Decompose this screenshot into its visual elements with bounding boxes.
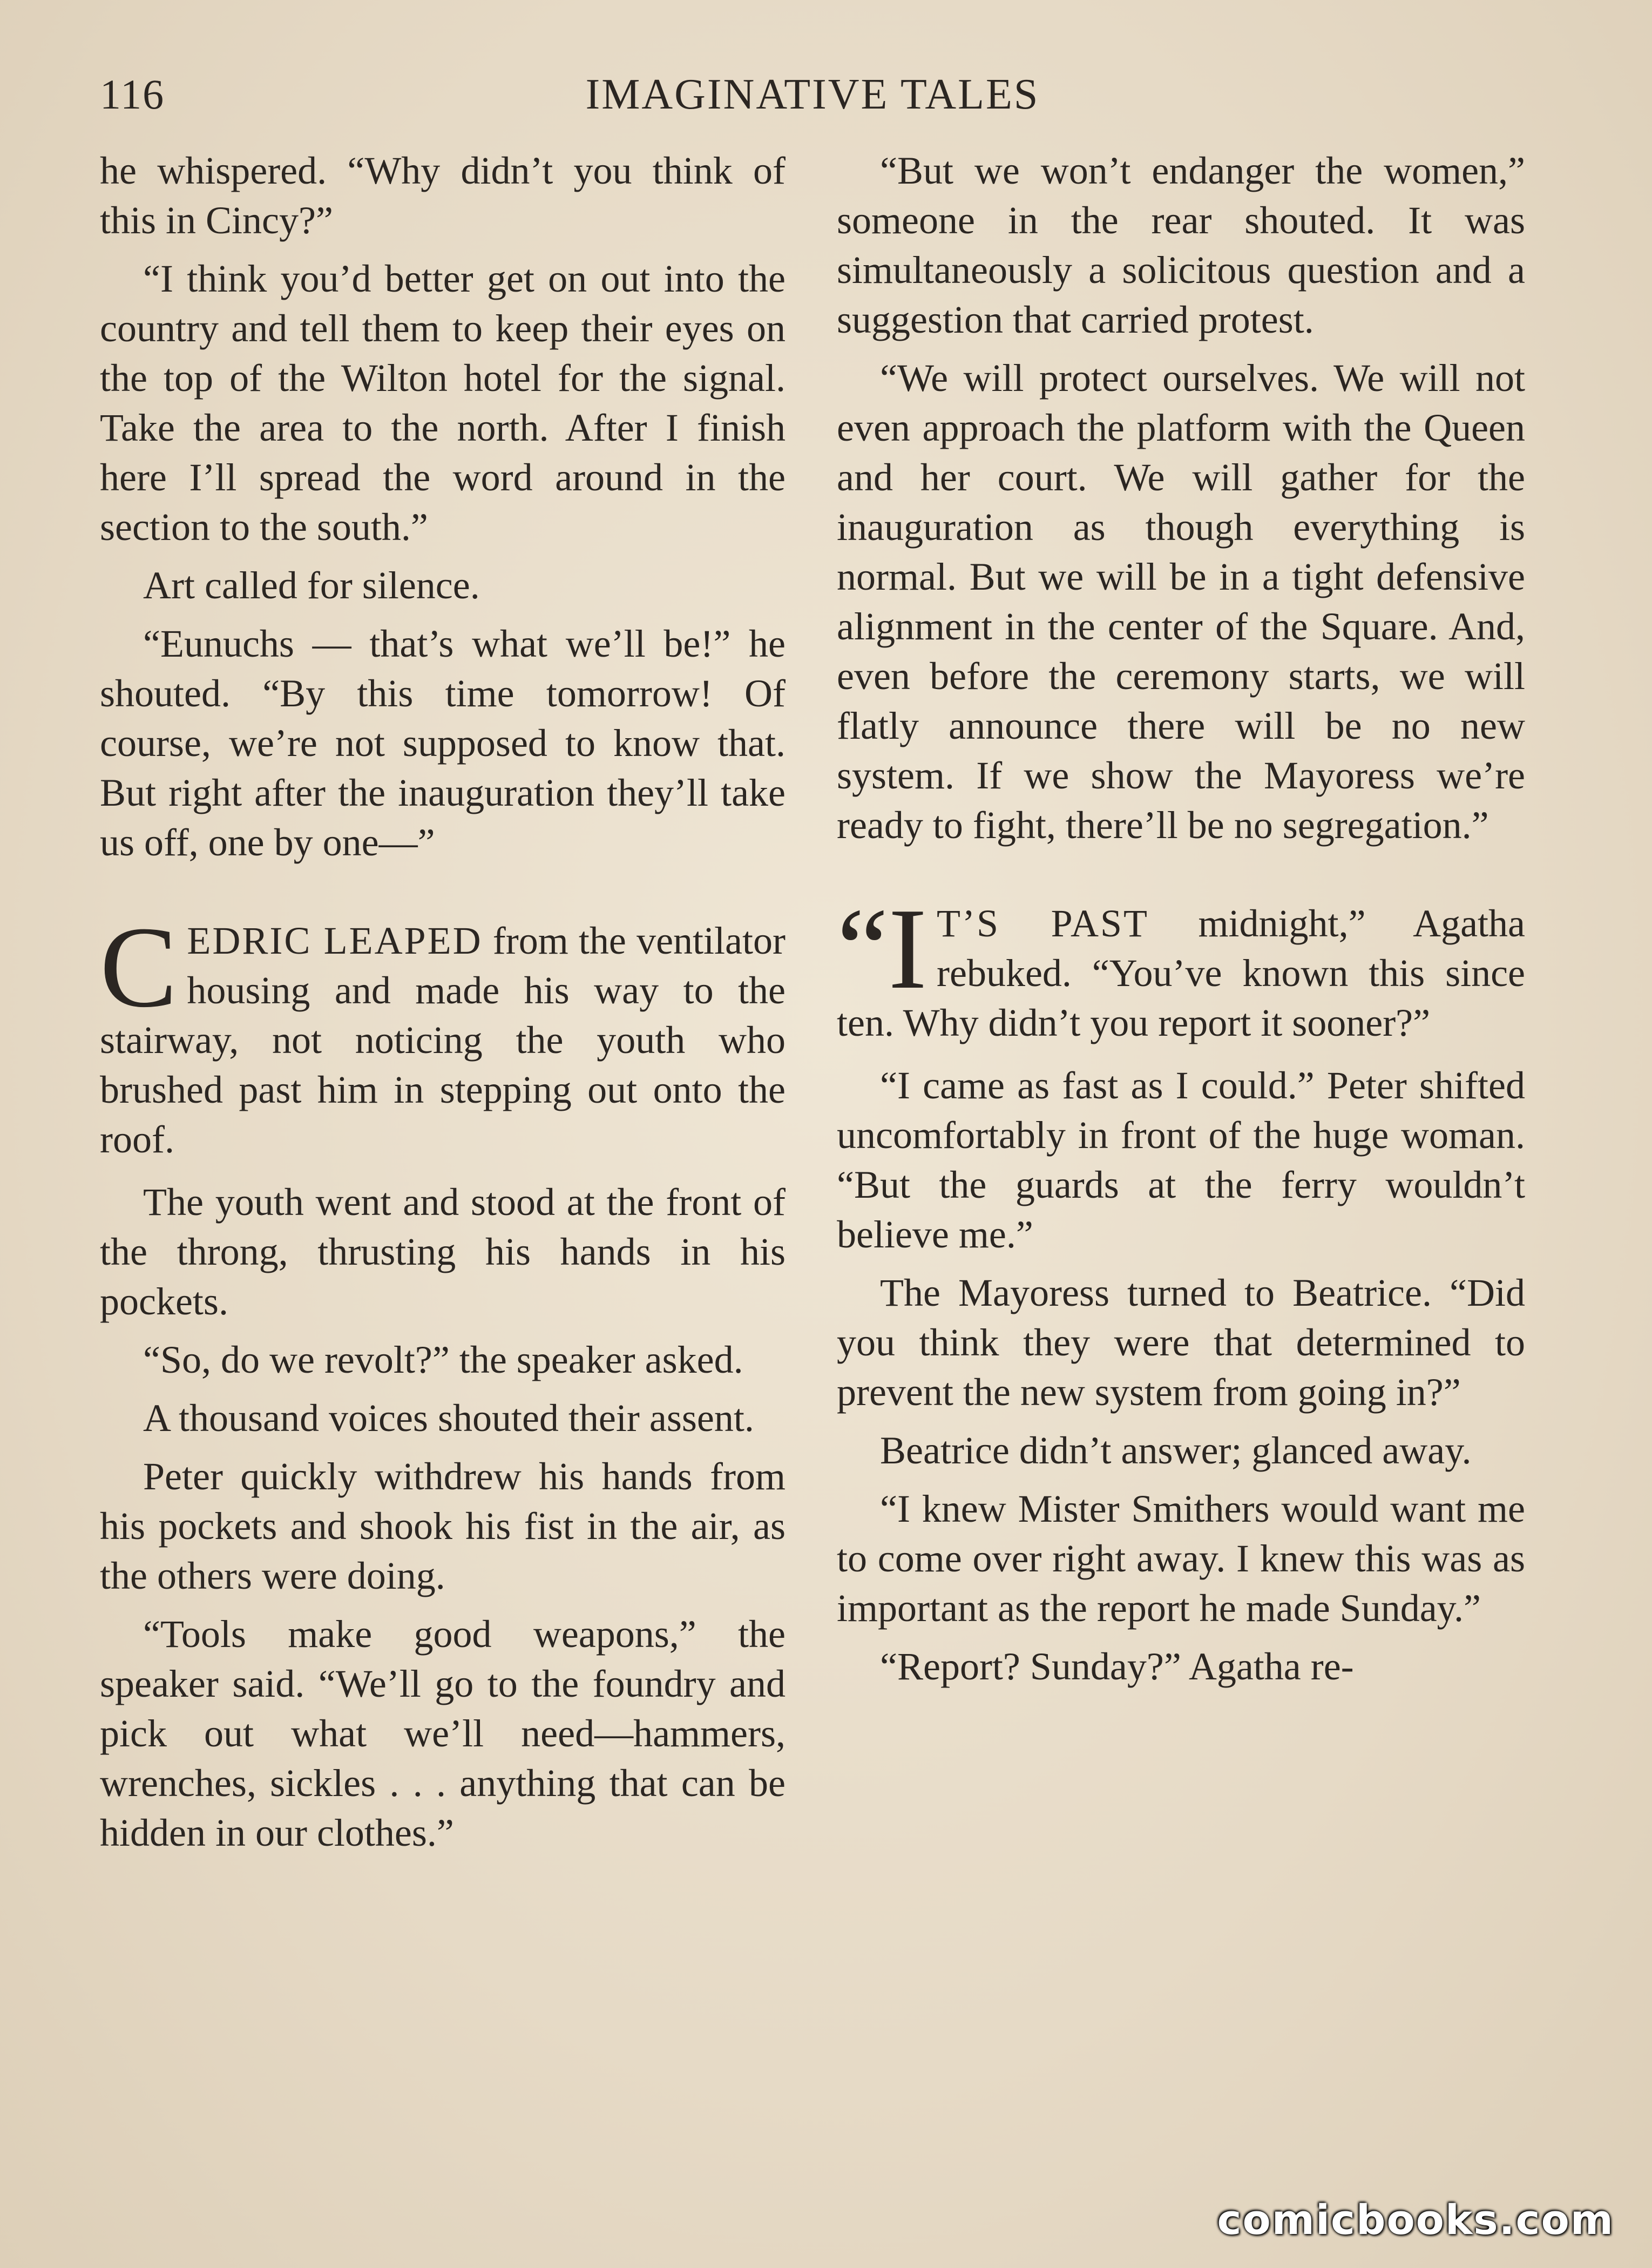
- paragraph: “Report? Sunday?” Agatha re-: [880, 1645, 1354, 1688]
- paragraph: “But we won’t endanger the women,” someone in the rear shouted. It was simultaneously a solicitous question and a suggestion that carried protest.: [837, 149, 1525, 341]
- paragraph: “Eunuchs — that’s what we’ll be!” he shouted. “By this time tomorrow! Of course, we’re not supposed to know that. But right after the inauguration they’ll take us off, one by one—”: [100, 622, 786, 864]
- paragraph: “So, do we revolt?” the speaker asked.: [143, 1338, 743, 1381]
- section-break-agatha: [837, 884, 1525, 1056]
- lead-caps: EDRIC LEAPED: [187, 919, 483, 962]
- paragraph: “I came as fast as I could.” Peter shifted uncomfortably in front of the huge woman. “But the guards at the ferry wouldn’t believe me.”: [837, 1064, 1525, 1256]
- paragraph: “We will protect ourselves. We will not even approach the platform with the Queen and her court. We will gather for the inauguration as though everything is normal. But we will be in a tight defensive alignment in the center of the Square. And, even before the ceremony starts, we will flatly announce there will be no new system. If we show the Mayoress we’re ready to fight, there’ll be no segregation.”: [837, 356, 1525, 847]
- paragraph: Peter quickly withdrew his hands from his pockets and shook his fist in the air, as the others were doing.: [100, 1455, 786, 1597]
- lead-text: from the ventilator housing and made his way to the stairway, not noticing the youth who brushed past him in stepping out onto the roof.: [100, 919, 786, 1161]
- drop-cap: C: [100, 902, 178, 1031]
- drop-cap: “I: [837, 884, 927, 1013]
- section-lead-paragraph: [100, 902, 786, 1164]
- section-lead-paragraph: [837, 884, 1525, 1048]
- paragraph: A thousand voices shouted their assent.: [143, 1396, 754, 1440]
- section-break-cedric: [100, 902, 786, 1173]
- paragraph: The youth went and stood at the front of the throng, thrusting his hands in his pockets.: [100, 1180, 786, 1323]
- paragraph: Art called for silence.: [143, 564, 480, 607]
- left-column: [100, 146, 786, 1866]
- paragraph: The Mayoress turned to Beatrice. “Did you think they were that determined to prevent the new system from going in?”: [837, 1271, 1525, 1414]
- lead-caps: T’S PAST: [937, 902, 1149, 945]
- right-column: [837, 146, 1525, 1700]
- page-number: 116: [100, 71, 165, 118]
- paragraph: “I knew Mister Smithers would want me to come over right away. I knew this was as important as the report he made Sunday.”: [837, 1487, 1525, 1630]
- paragraph: he whispered. “Why didn’t you think of this in Cincy?”: [100, 149, 786, 242]
- page-header: [100, 65, 1525, 124]
- paragraph: Beatrice didn’t answer; glanced away.: [880, 1429, 1472, 1472]
- site-watermark: comicbooks.com: [1217, 2196, 1614, 2244]
- paragraph: “Tools make good weapons,” the speaker said. “We’ll go to the foundry and pick out what we’ll need—hammers, wrenches, sickles . . . anything that can be hidden in our clothes.”: [100, 1612, 786, 1854]
- running-title: IMAGINATIVE TALES: [585, 71, 1040, 118]
- paragraph: “I think you’d better get on out into the country and tell them to keep their eyes on the top of the Wilton hotel for the signal. Take the area to the north. After I finish here I’ll spread the word around in the section to the south.”: [100, 257, 786, 549]
- lead-text: midnight,” Agatha rebuked. “You’ve known this since ten. Why didn’t you report it sooner?”: [837, 902, 1525, 1044]
